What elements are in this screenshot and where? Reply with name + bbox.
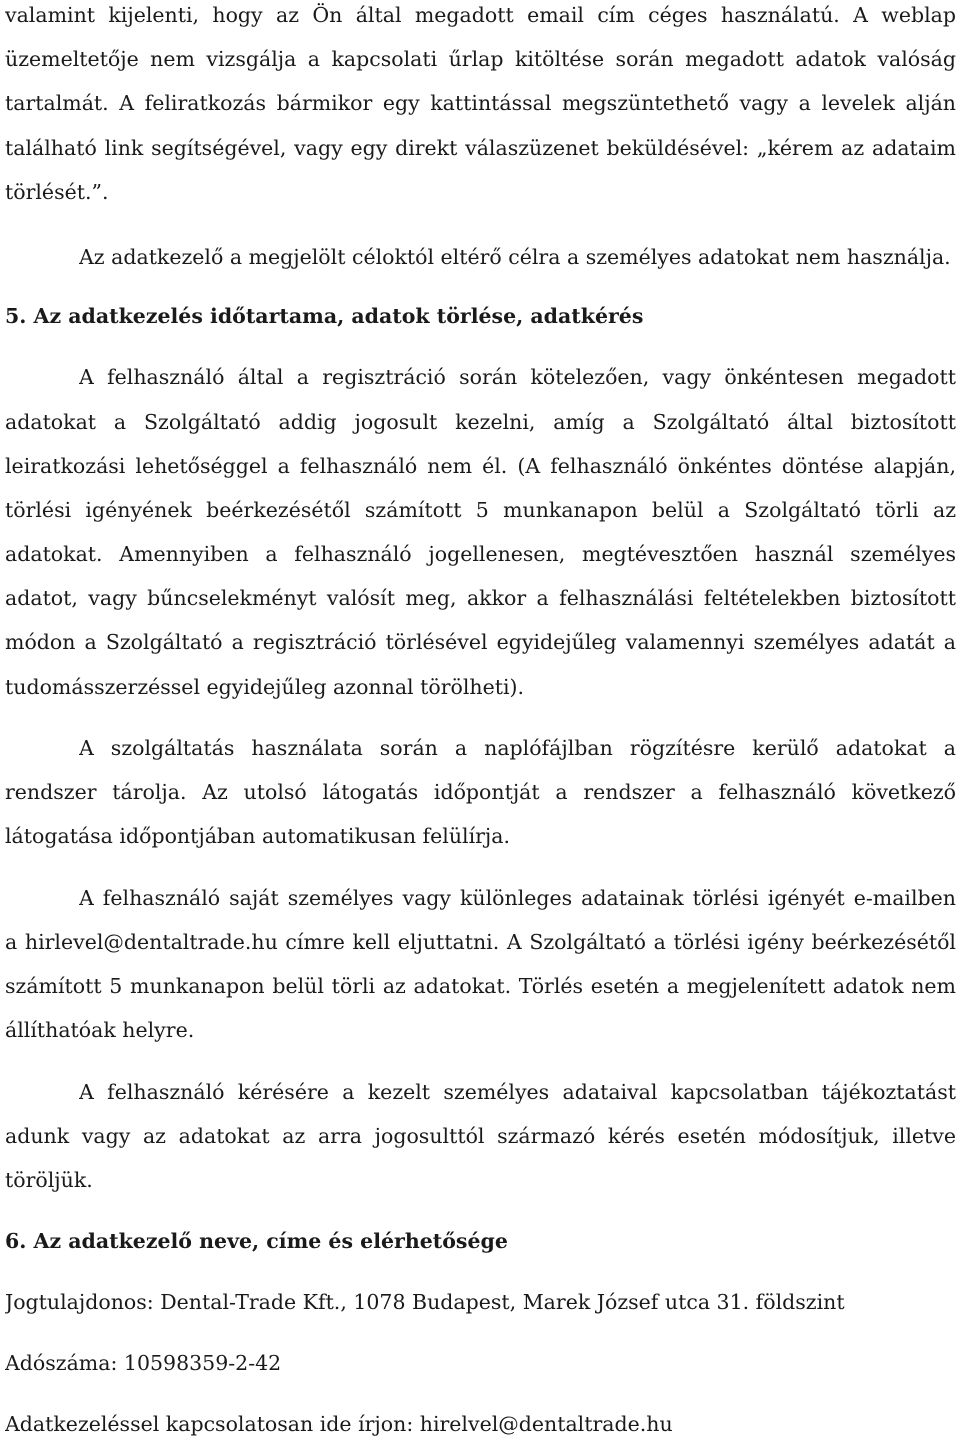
paragraph-line: adatokat a Szolgáltató addig jogosult kezelni, amíg a Szolgáltató által biztosított <box>5 410 956 434</box>
paragraph-line: tudomásszerzéssel egyidejűleg azonnal törölheti). <box>5 675 525 699</box>
paragraph-line: látogatása időpontjában automatikusan felülírja. <box>5 824 511 848</box>
paragraph-line: A szolgáltatás használata során a naplófájlban rögzítésre kerülő adatokat a <box>79 736 956 760</box>
paragraph-line: töröljük. <box>5 1168 93 1192</box>
paragraph-line: A felhasználó által a regisztráció során kötelezően, vagy önkéntesen megadott <box>79 365 956 389</box>
purpose-statement: Az adatkezelő a megjelölt céloktól eltérő célra a személyes adatokat nem használja. <box>79 245 951 269</box>
paragraph-line: üzemeltetője nem vizsgálja a kapcsolati űrlap kitöltése során megadott adatok valóság <box>5 47 956 71</box>
paragraph-line: leiratkozási lehetőséggel a felhasználó nem él. (A felhasználó önkéntes döntése alapján, <box>5 454 956 478</box>
owner-line: Jogtulajdonos: Dental-Trade Kft., 1078 Budapest, Marek József utca 31. földszint <box>5 1290 845 1314</box>
paragraph-line: valamint kijelenti, hogy az Ön által megadott email cím céges használatú. A weblap <box>5 3 956 27</box>
paragraph-line: módon a Szolgáltató a regisztráció törlésével egyidejűleg valamennyi személyes adatát a <box>5 630 956 654</box>
paragraph-line: tartalmát. A feliratkozás bármikor egy kattintással megszüntethető vagy a levelek alján <box>5 91 956 115</box>
paragraph-line: állíthatóak helyre. <box>5 1018 195 1042</box>
paragraph-line: található link segítségével, vagy egy direkt válaszüzenet beküldésével: „kérem az adataim <box>5 136 956 160</box>
paragraph-line: A felhasználó kérésére a kezelt személyes adataival kapcsolatban tájékoztatást <box>79 1080 956 1104</box>
paragraph-line: számított 5 munkanapon belül törli az adatokat. Törlés esetén a megjelenített adatok nem <box>5 974 956 998</box>
paragraph-line: adatokat. Amennyiben a felhasználó jogellenesen, megtévesztően használ személyes <box>5 542 956 566</box>
paragraph-line: törlését.”. <box>5 180 109 204</box>
paragraph-line: A felhasználó saját személyes vagy különleges adatainak törlési igényét e-mailben <box>79 886 956 910</box>
section-heading: 6. Az adatkezelő neve, címe és elérhetősége <box>5 1229 508 1253</box>
contact-line: Adatkezeléssel kapcsolatosan ide írjon: hirelvel@dentaltrade.hu <box>5 1412 673 1436</box>
tax-id-line: Adószáma: 10598359-2-42 <box>5 1351 282 1375</box>
paragraph-line: rendszer tárolja. Az utolsó látogatás időpontját a rendszer a felhasználó következő <box>5 780 956 804</box>
paragraph-line: adunk vagy az adatokat az arra jogosulttól származó kérés esetén módosítjuk, illetve <box>5 1124 956 1148</box>
paragraph-line: adatot, vagy bűncselekményt valósít meg, akkor a felhasználási feltételekben biztosított <box>5 586 956 610</box>
paragraph-line: a hirlevel@dentaltrade.hu címre kell eljuttatni. A Szolgáltató a törlési igény beérkezésétől <box>5 930 956 954</box>
section-heading: 5. Az adatkezelés időtartama, adatok törlése, adatkérés <box>5 304 644 328</box>
paragraph-line: törlési igényének beérkezésétől számított 5 munkanapon belül a Szolgáltató törli az <box>5 498 956 522</box>
